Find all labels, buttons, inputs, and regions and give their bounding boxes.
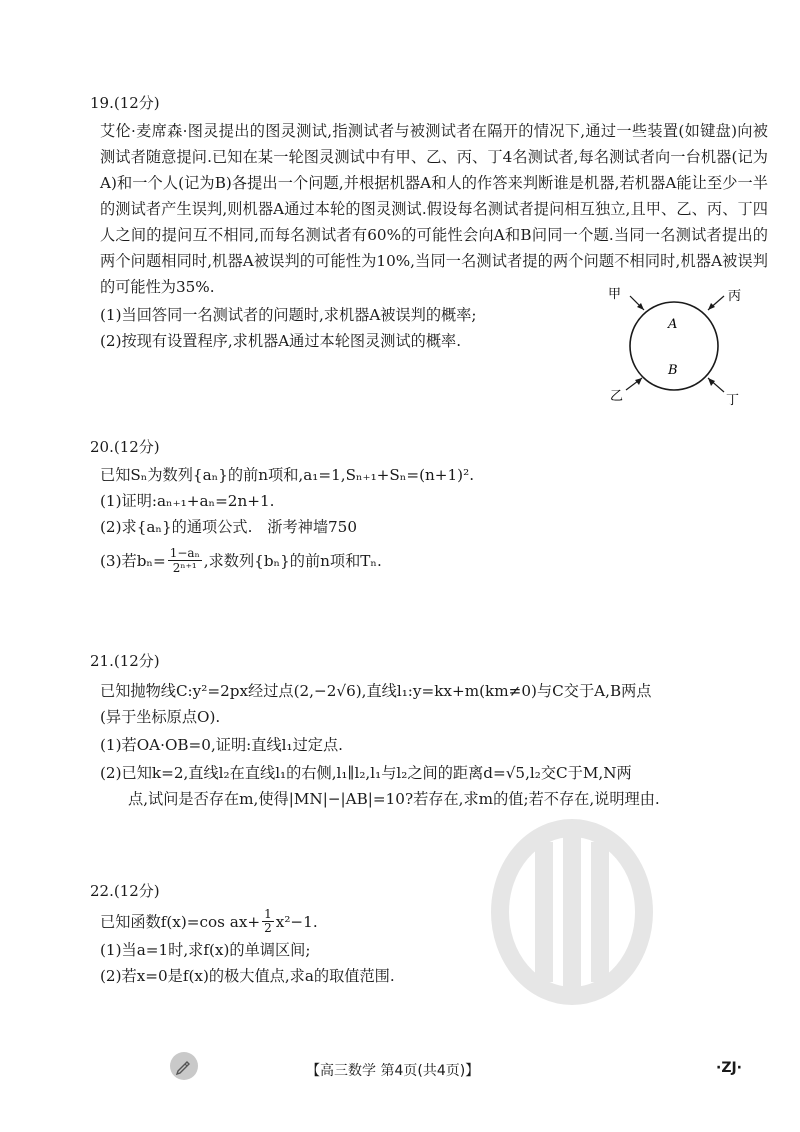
label-ding: 丁	[726, 393, 740, 408]
fraction-half-denominator: 2	[264, 921, 272, 935]
question-19-part-2: (2)按现有设置程序,求机器A通过本轮图灵测试的概率.	[100, 332, 462, 350]
question-20-part-1: (1)证明:aₙ₊₁+aₙ=2n+1.	[100, 492, 275, 510]
question-20-part-2-text: (2)求{aₙ}的通项公式.	[100, 518, 253, 536]
question-21-intro-1: 已知抛物线C:y²=2px经过点(2,−2√6),直线l₁:y=kx+m(km≠0)与C交于A,B两点	[100, 682, 652, 700]
question-20-note: 浙考神墙750	[267, 518, 357, 536]
footer-region-code: ·ZJ·	[716, 1060, 742, 1076]
question-20-part-3	[100, 546, 774, 575]
question-20-header: 20.(12分)	[90, 438, 160, 456]
label-yi: 乙	[610, 389, 624, 404]
question-20-part-3-prefix: (3)若bₙ=	[100, 551, 166, 570]
page-footer	[0, 1056, 800, 1086]
question-22-intro-suffix: x²−1.	[275, 912, 318, 931]
question-21	[90, 650, 774, 812]
question-19-header: 19.(12分)	[90, 94, 160, 112]
question-22-part-2: (2)若x=0是f(x)的极大值点,求a的取值范围.	[100, 967, 395, 985]
question-22-part-1: (1)当a=1时,求f(x)的单调区间;	[100, 941, 311, 959]
question-21-header: 21.(12分)	[90, 652, 160, 670]
label-a: A	[668, 317, 678, 332]
label-bing: 丙	[728, 289, 742, 304]
fraction-numerator: 1−aₙ	[169, 546, 200, 560]
question-20-part-2	[100, 514, 774, 540]
question-20	[90, 436, 774, 575]
footer-page-info: 【高三数学 第4页(共4页)】	[306, 1063, 480, 1079]
question-21-part-2b: 点,试问是否存在m,使得|MN|−|AB|=10?若存在,求m的值;若不存在,说明理由.	[128, 790, 660, 808]
fraction-denominator: 2ⁿ⁺¹	[172, 561, 197, 575]
fraction-half-numerator: 1	[264, 907, 272, 921]
question-19-part-1: (1)当回答同一名测试者的问题时,求机器A被误判的概率;	[100, 306, 477, 324]
fraction-half	[262, 908, 274, 935]
question-19-body: 艾伦·麦席森·图灵提出的图灵测试,指测试者与被测试者在隔开的情况下,通过一些装置(如键盘)向被测试者随意提问.已知在某一轮图灵测试中有甲、乙、丙、丁4名测试者,每名测试者向一台机器(记为A)和一个人(记为B)各提出一个问题,并根据机器A和人的作答来判断谁是机器,若机器A能让至少一半的测试者产生误判,则机器A通过本轮的图灵测试.假设每名测试者提问相互独立,且甲、乙、丙、丁四人之间的提问互不相同,而每名测试者有60%的可能性会向A和B问同一个题.当同一名测试者提出的两个问题相同时,机器A被误判的可能性为10%,当同一名测试者提的两个问题不相同时,机器A被误判的可能性为35%.	[100, 122, 768, 296]
question-20-intro: 已知Sₙ为数列{aₙ}的前n项和,a₁=1,Sₙ₊₁+Sₙ=(n+1)².	[100, 466, 475, 484]
label-jia: 甲	[608, 287, 622, 302]
turing-test-diagram	[604, 282, 752, 408]
question-22	[90, 880, 774, 989]
label-b: B	[668, 363, 678, 378]
question-20-part-3-suffix: ,求数列{bₙ}的前n项和Tₙ.	[203, 551, 382, 570]
fraction-b-n	[168, 546, 202, 575]
question-22-intro-prefix: 已知函数f(x)=cos ax+	[100, 912, 261, 931]
question-22-intro	[100, 908, 774, 935]
question-21-part-2a: (2)已知k=2,直线l₂在直线l₁的右侧,l₁∥l₂,l₁与l₂之间的距离d=√5,l₂交C于M,N两	[100, 764, 632, 782]
question-21-intro-2: (异于坐标原点O).	[100, 708, 221, 726]
question-21-part-1: (1)若OA·OB=0,证明:直线l₁过定点.	[100, 736, 343, 754]
question-22-header: 22.(12分)	[90, 882, 160, 900]
